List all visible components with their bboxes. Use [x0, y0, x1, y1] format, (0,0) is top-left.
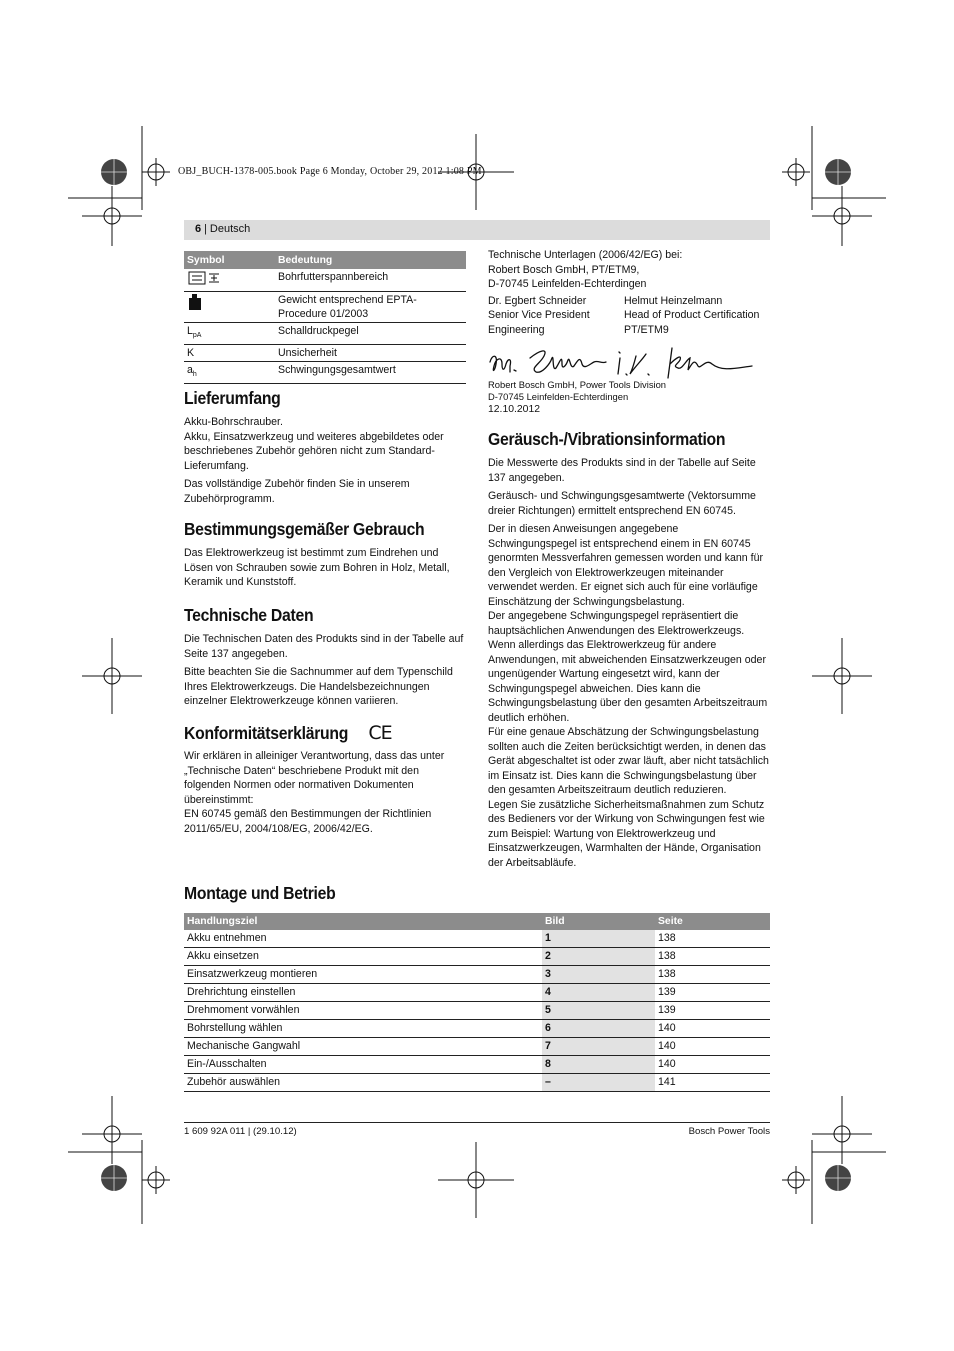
cell-goal: Ein-/Ausschalten [184, 1056, 542, 1074]
section-konformitaet [184, 722, 466, 840]
col-bild: Bild [542, 913, 655, 930]
paragraph: Die Messwerte des Produkts sind in der Tabelle auf Seite 137 angegeben. [488, 457, 756, 484]
symbol-meaning: Bohrfutterspannbereich [275, 269, 466, 292]
cell-seite: 138 [655, 948, 770, 966]
docs-line: Technische Unterlagen (2006/42/EG) bei: [488, 249, 683, 261]
section-title: Lieferumfang [184, 388, 281, 408]
cell-goal: Zubehör auswählen [184, 1074, 542, 1092]
paragraph: Akku, Einsatzwerkzeug und weiteres abgebildetes oder beschriebenes Zubehör gehören nicht zum Standard-Lieferumfang. [184, 430, 444, 472]
signature-date: 12.10.2012 [488, 404, 541, 415]
signer-name: Helmut Heinzelmann [624, 294, 723, 307]
section-montage [184, 883, 352, 904]
cell-seite: 140 [655, 1056, 770, 1074]
col-symbol: Symbol [184, 251, 275, 269]
paragraph: Akku-Bohrschrauber. [184, 416, 283, 428]
cell-seite: 141 [655, 1074, 770, 1092]
cell-bild: 5 [542, 1002, 655, 1020]
section-title: Konformitätserklärung [184, 722, 349, 743]
cell-bild: 1 [542, 930, 655, 948]
section-title: Montage und Betrieb [184, 883, 336, 903]
section-technische-daten [184, 605, 466, 713]
cell-goal: Bohrstellung wählen [184, 1020, 542, 1038]
cell-seite: 138 [655, 966, 770, 984]
docs-line: Robert Bosch GmbH, PT/ETM9, [488, 263, 640, 276]
cell-bild: 7 [542, 1038, 655, 1056]
col-seite: Seite [655, 913, 770, 930]
cell-goal: Drehmoment vorwählen [184, 1002, 542, 1020]
cell-bild: 6 [542, 1020, 655, 1038]
cell-seite: 140 [655, 1020, 770, 1038]
symbol-table [184, 251, 466, 384]
footer-rule [184, 1122, 770, 1123]
table-row [184, 292, 466, 323]
symbol-text: K [187, 347, 195, 360]
paragraph: Das vollständige Zubehör finden Sie in unserem Zubehörprogramm. [184, 478, 410, 505]
table-row [184, 966, 770, 984]
footer-brand: Bosch Power Tools [688, 1126, 770, 1137]
montage-table [184, 913, 770, 1092]
section-title: Geräusch-/Vibrationsinformation [488, 429, 726, 449]
section-title: Technische Daten [184, 605, 314, 625]
table-row [184, 345, 466, 362]
signer-title: Engineering [488, 323, 545, 336]
company-block [488, 379, 770, 416]
cell-seite: 138 [655, 930, 770, 948]
print-slug: OBJ_BUCH-1378-005.book Page 6 Monday, October 29, 2012 1:08 PM [178, 166, 482, 177]
table-row [184, 948, 770, 966]
symbol-subscript: pA [192, 332, 202, 340]
paragraph: Geräusch- und Schwingungsgesamtwerte (Vektorsumme dreier Richtungen) ermittelt entsprechend EN 60745. [488, 490, 756, 517]
table-row [184, 1074, 770, 1092]
ce-mark-icon: CE [368, 722, 392, 744]
paragraph: Das Elektrowerkzeug ist bestimmt zum Eindrehen und Lösen von Schrauben sowie zum Bohren in Holz, Metall, Keramik und Kunststoff. [184, 547, 450, 588]
paragraph: Die Technischen Daten des Produkts sind in der Tabelle auf Seite 137 angegeben. [184, 633, 464, 660]
cell-goal: Drehrichtung einstellen [184, 984, 542, 1002]
paragraph: Legen Sie zusätzliche Sicherheitsmaßnahmen zum Schutz des Bedieners vor der Wirkung von Schwingungen fest wie zum Beispiel: Wartung von Elektrowerkzeug und Einsatzwerkzeugen, Warmhalten der Hände, Organisation der Arbeitsabläufe. [488, 798, 765, 869]
paragraph: Der in diesen Anweisungen angegebene Schwingungspegel ist entsprechend einem in EN 60745 genormten Messverfahren gemessen worden und kann für den Vergleich von Elektrowerkzeugen miteinander verwendet werden. Er eignet sich auch für eine vorläufige Einschätzung der Schwingungsbelastung. [488, 523, 764, 608]
technical-documents [488, 248, 770, 337]
col-meaning: Bedeutung [275, 251, 466, 269]
table-row [184, 269, 466, 292]
signer-title: PT/ETM9 [624, 323, 669, 336]
table-row [184, 984, 770, 1002]
section-title: Bestimmungsgemäßer Gebrauch [184, 519, 425, 539]
cell-bild: 4 [542, 984, 655, 1002]
paragraph: Der angegebene Schwingungspegel repräsentiert die hauptsächlichen Anwendungen des Elektrowerkzeugs. Wenn allerdings das Elektrowerkzeug für andere Anwendungen, mit abweichenden Einsatzwerkzeugen oder ungenügender Wartung eingesetzt wird, kann der Schwingungspegel abweichen. Dies kann die Schwingungsbelastung über den gesamten Arbeitszeitraum deutlich erhöhen. [488, 610, 768, 724]
cell-seite: 139 [655, 984, 770, 1002]
handwritten-signatures [486, 344, 756, 380]
cell-goal: Akku einsetzen [184, 948, 542, 966]
company-line: Robert Bosch GmbH, Power Tools Division [488, 379, 667, 390]
cell-seite: 140 [655, 1038, 770, 1056]
section-lieferumfang [184, 388, 466, 510]
table-row [184, 930, 770, 948]
table-row [184, 362, 466, 384]
signer-title: Head of Product Certification [624, 309, 760, 321]
paragraph: EN 60745 gemäß den Bestimmungen der Richtlinien 2011/65/EU, 2004/108/EG, 2006/42/EG. [184, 808, 432, 835]
docs-line: D-70745 Leinfelden-Echterdingen [488, 278, 647, 290]
table-row [184, 1056, 770, 1074]
signer-title: Senior Vice President [488, 309, 590, 321]
symbol-text: L [187, 325, 193, 337]
page-header [184, 220, 770, 240]
symbol-subscript: h [192, 371, 197, 379]
header-language: | Deutsch [204, 223, 251, 235]
symbol-meaning: Schwingungsgesamtwert [275, 362, 466, 384]
paragraph: Für eine genaue Abschätzung der Schwingungsbelastung sollten auch die Zeiten berücksichtigt werden, in denen das Gerät abgeschaltet ist oder zwar läuft, aber nicht tatsächlich im Einsatz ist. Dies kann die Schwingungsbelastung über den gesamten Arbeitszeitraum deutlich reduzieren. [488, 726, 769, 796]
symbol-meaning: Unsicherheit [275, 345, 466, 362]
col-goal: Handlungsziel [184, 913, 542, 930]
cell-bild: – [542, 1074, 655, 1092]
company-line: D-70745 Leinfelden-Echterdingen [488, 391, 629, 402]
cell-seite: 139 [655, 1002, 770, 1020]
section-geraeusch [488, 429, 770, 870]
paragraph: Bitte beachten Sie die Sachnummer auf dem Typenschild Ihres Elektrowerkzeugs. Die Handelsbezeichnungen einzelner Elektrowerkzeuge können variieren. [184, 666, 453, 707]
symbol-text: a [187, 364, 193, 377]
signer-name: Dr. Egbert Schneider [488, 294, 587, 307]
table-row [184, 1020, 770, 1038]
page-number: 6 [195, 223, 202, 235]
symbol-meaning: Schalldruckpegel [275, 323, 466, 345]
cell-bild: 2 [542, 948, 655, 966]
paragraph: Wir erklären in alleiniger Verantwortung, dass das unter „Technische Daten“ beschriebene Produkt mit den folgenden Normen oder normativen Dokumenten übereinstimmt: [184, 750, 445, 806]
table-row [184, 323, 466, 345]
signer-2 [624, 294, 759, 338]
symbol-meaning: Gewicht entsprechend EPTA-Procedure 01/2003 [275, 292, 466, 323]
cell-goal: Akku entnehmen [184, 930, 542, 948]
table-row [184, 1038, 770, 1056]
signer-1 [488, 294, 624, 338]
weight-icon [187, 293, 203, 311]
chuck-range-icon [187, 270, 221, 286]
cell-goal: Einsatzwerkzeug montieren [184, 966, 542, 984]
cell-goal: Mechanische Gangwahl [184, 1038, 542, 1056]
cell-bild: 3 [542, 966, 655, 984]
footer-doc-number: 1 609 92A 011 | (29.10.12) [184, 1126, 297, 1137]
table-row [184, 1002, 770, 1020]
cell-bild: 8 [542, 1056, 655, 1074]
section-gebrauch [184, 519, 466, 594]
